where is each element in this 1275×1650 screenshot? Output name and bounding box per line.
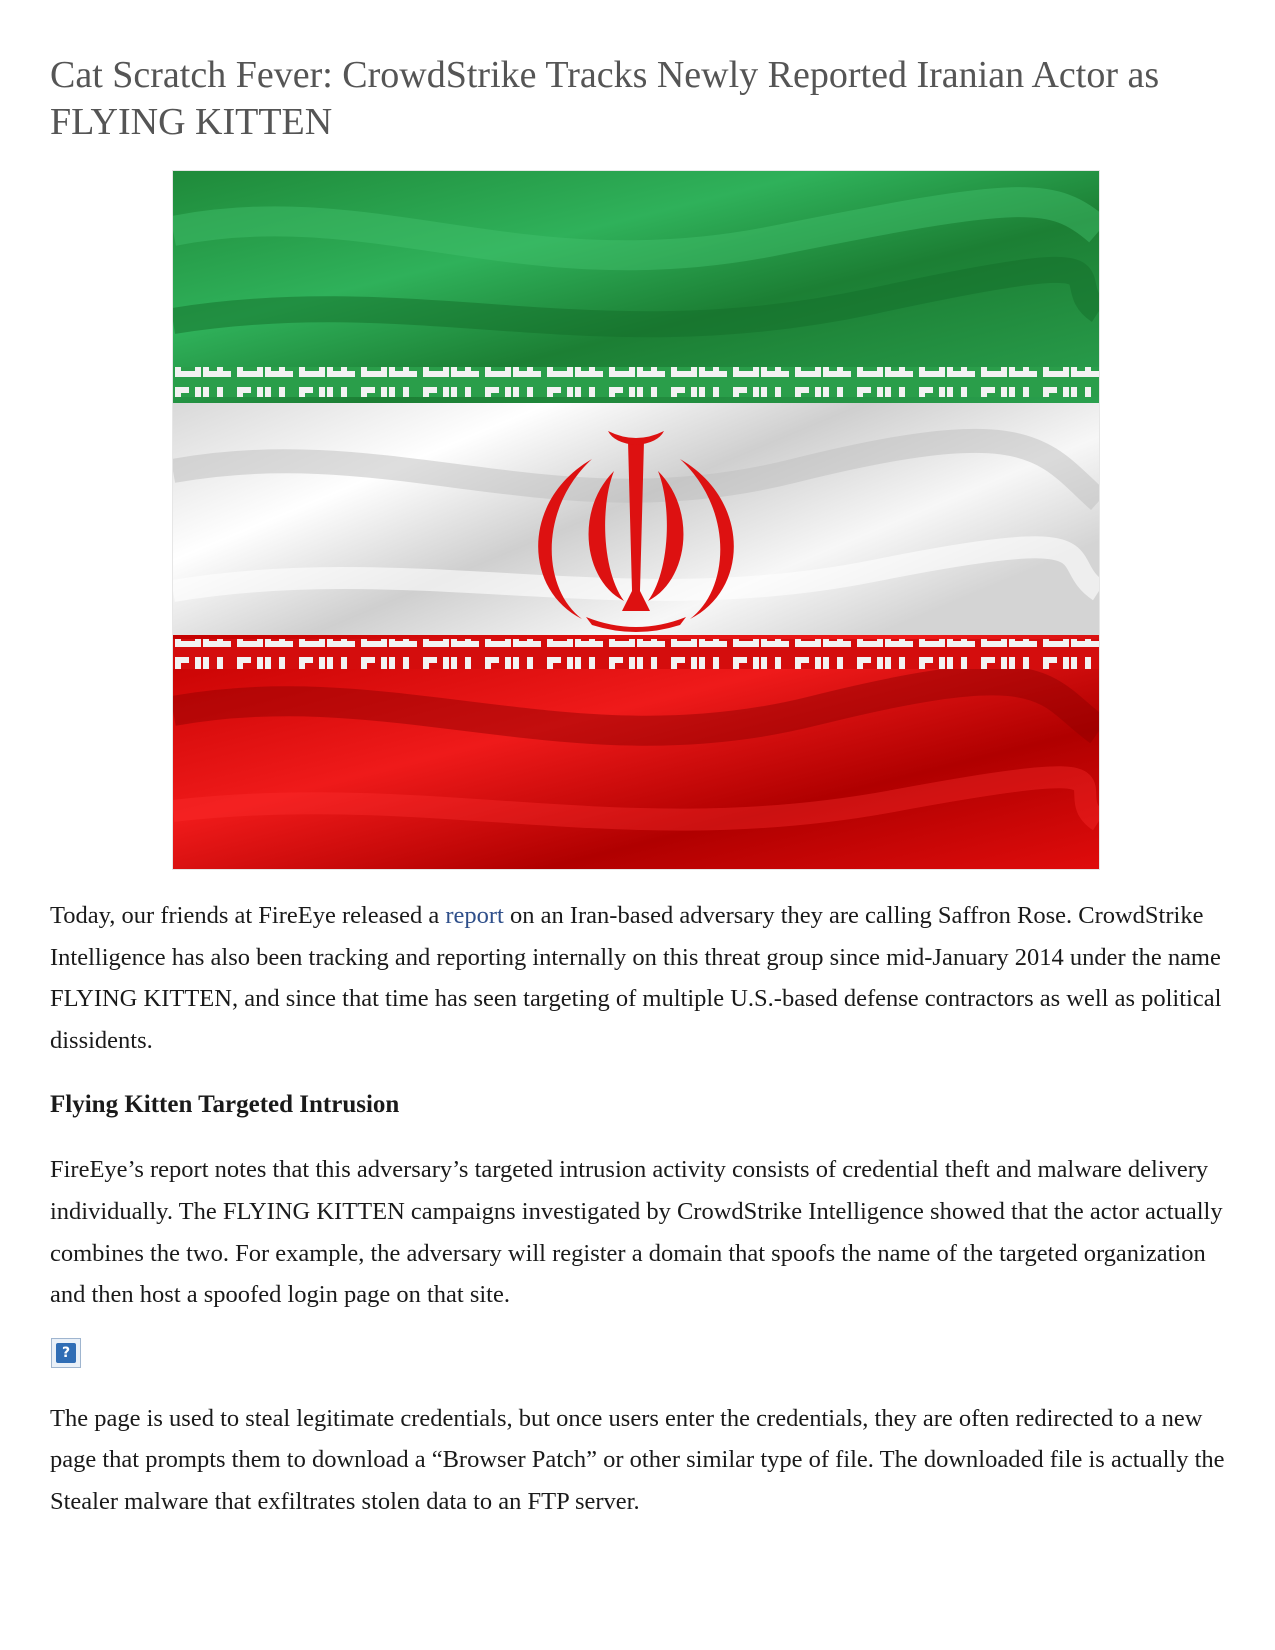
paragraph-3: The page is used to steal legitimate credentials, but once users enter the credentials, they are often redirected to a new page that prompts them to download a “Browser Patch” or other similar type of file. The downloaded file is actually the Stealer malware that exfiltrates stolen data to an FTP server. (50, 1404, 1225, 1515)
iran-flag-image (172, 170, 1100, 870)
article-title: Cat Scratch Fever: CrowdStrike Tracks Newly Reported Iranian Actor as FLYING KITTEN (50, 54, 1160, 143)
broken-image-glyph: ? (56, 1343, 76, 1363)
article (50, 0, 1230, 1515)
intro-text-end: on an Iran-based adversary they are calling Saffron Rose. CrowdStrike Intelligence has also been tracking and reporting internally on this threat group since mid-January 2014 under the name FLYING KITTEN, and since that time has seen targeting of multiple U.S.-based defense contractors as well as political dissidents. (50, 902, 1222, 1054)
section-heading: Flying Kitten Targeted Intrusion (50, 1091, 400, 1119)
report-link[interactable]: report (445, 902, 504, 929)
paragraph-2: FireEye’s report notes that this adversary’s targeted intrusion activity consists of credential theft and malware delivery individually. The FLYING KITTEN campaigns investigated by CrowdStrike Intelligence showed that the actor actually combines the two. For example, the adversary will register a domain that spoofs the name of the targeted organization and then host a spoofed login page on that site. (50, 1156, 1223, 1309)
broken-image-icon[interactable] (51, 1338, 81, 1368)
intro-text-start: Today, our friends at FireEye released a (50, 902, 446, 929)
intro-paragraph (50, 895, 1230, 1061)
article-body (50, 895, 1230, 1523)
